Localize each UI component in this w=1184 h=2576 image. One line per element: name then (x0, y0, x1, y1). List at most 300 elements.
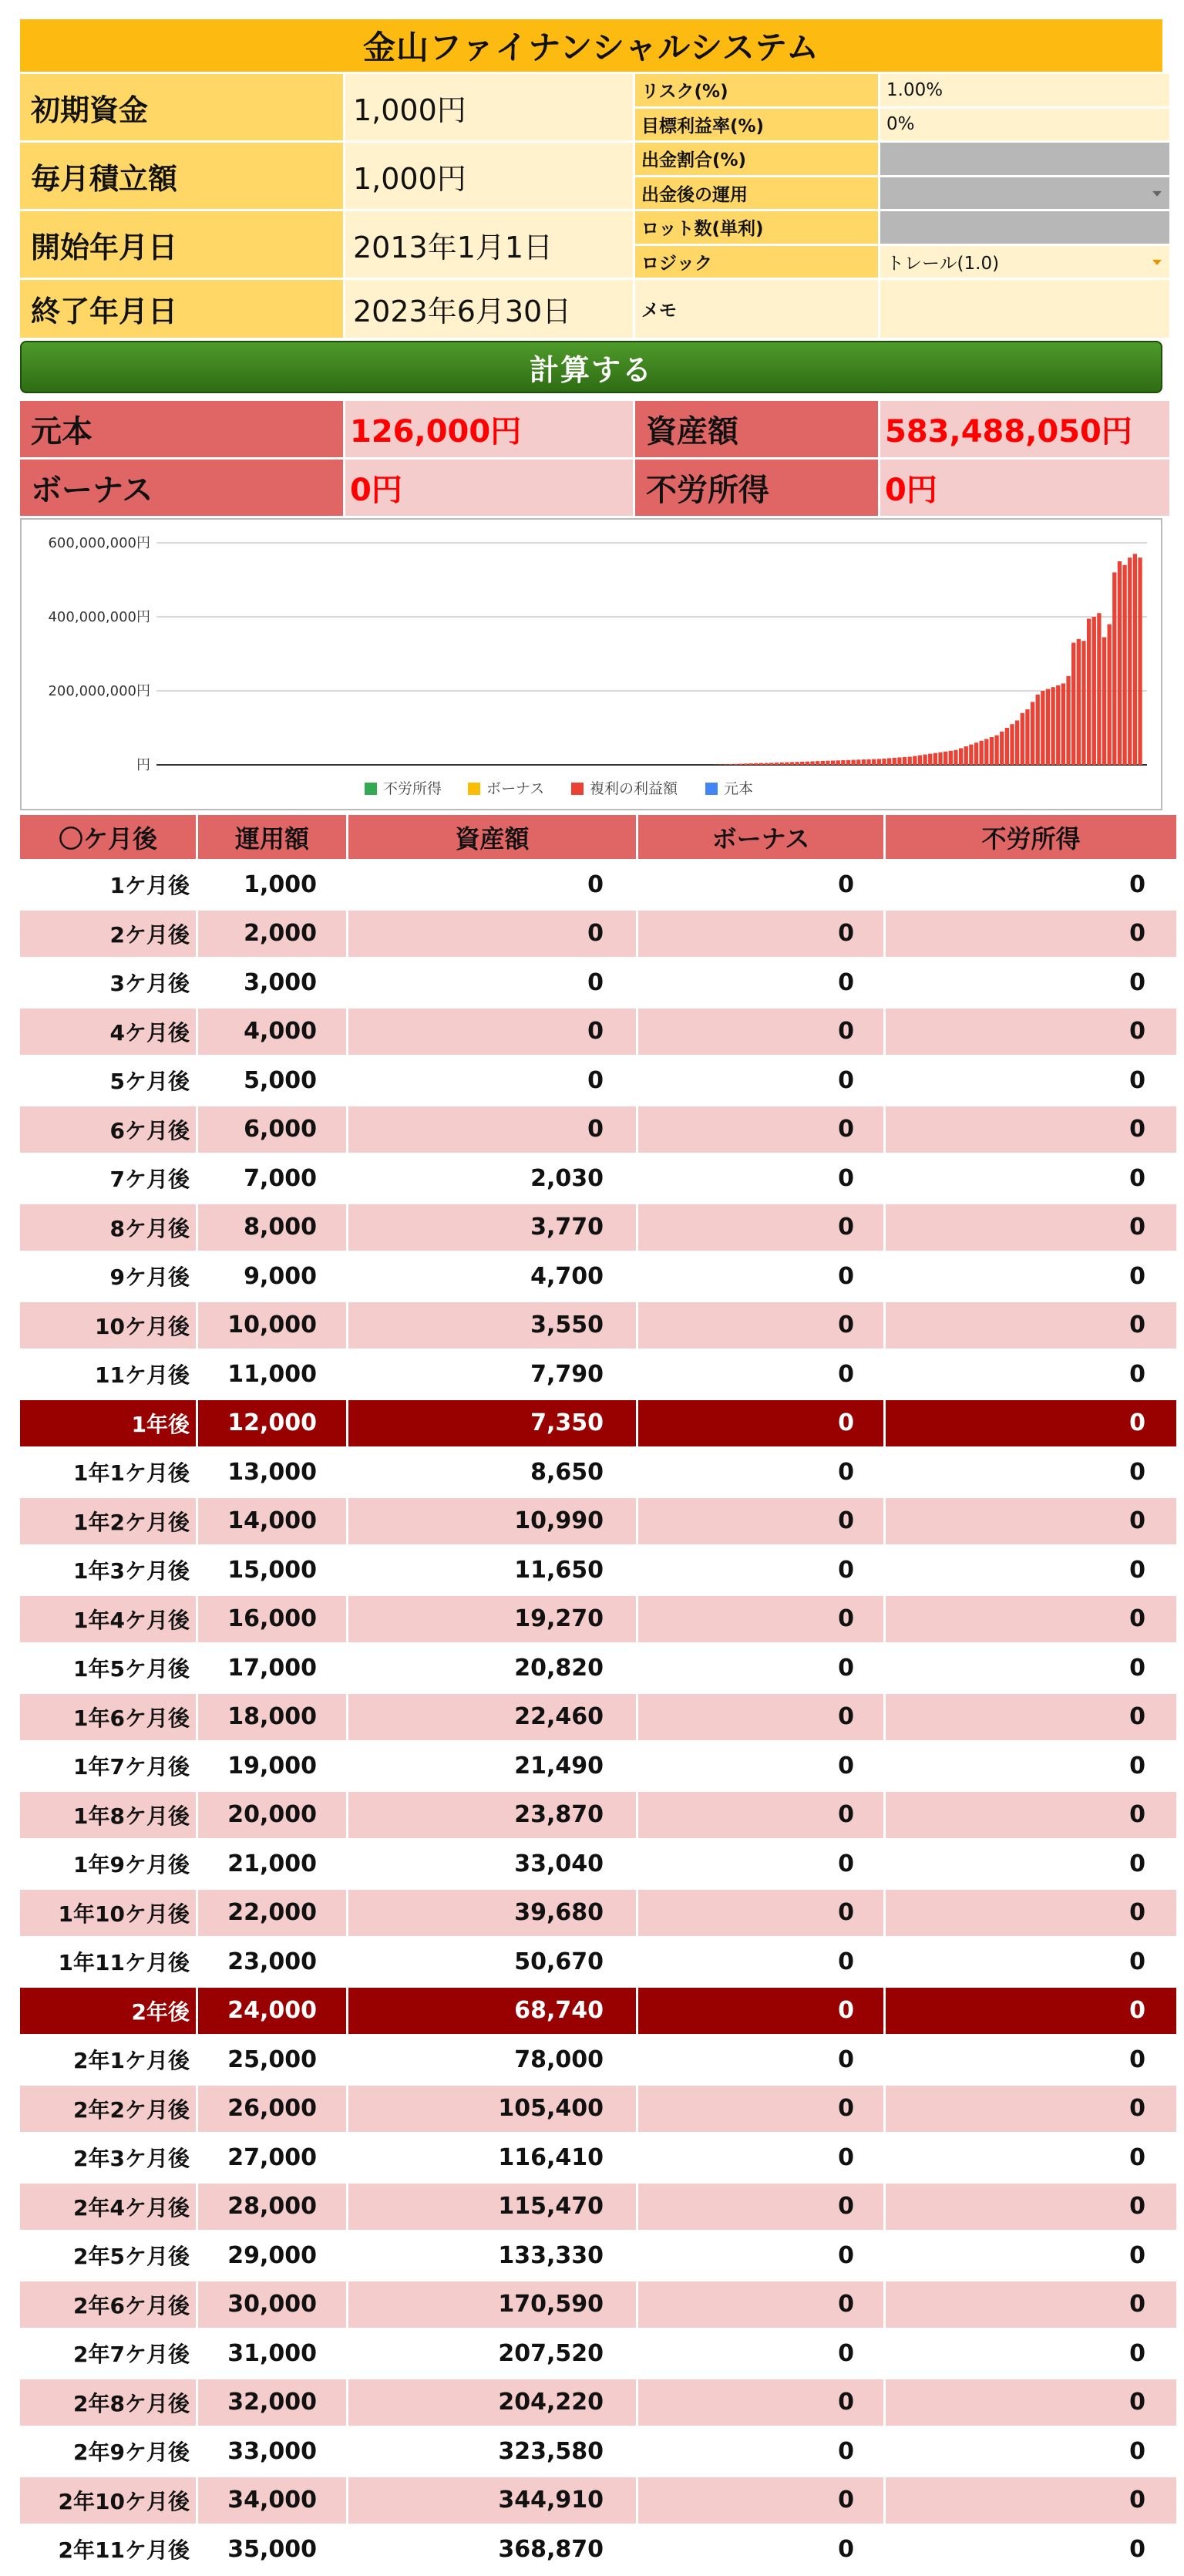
chart-bar (954, 750, 957, 765)
cell-assets: 22,460 (348, 1694, 636, 1743)
table-row (20, 2526, 1176, 2575)
cell-assets: 68,740 (348, 1988, 636, 2037)
y-tick-label: 円 (136, 757, 150, 773)
cell-passive: 0 (886, 2036, 1176, 2086)
app-title: 金山ファイナンシャルシステム (20, 19, 1162, 72)
legend-label: 元本 (724, 780, 754, 797)
cell-passive: 0 (886, 1400, 1176, 1450)
post-withdraw-select[interactable] (880, 177, 1169, 210)
y-tick-label: 400,000,000円 (48, 609, 150, 625)
withdraw-ratio-input[interactable] (880, 143, 1169, 175)
calculate-button[interactable]: 計算する (20, 341, 1162, 393)
legend-label: ボーナス (486, 780, 545, 797)
table-row (20, 2428, 1176, 2477)
cell-operation: 28,000 (198, 2184, 346, 2233)
logic-select-value: トレール(1.0) (886, 253, 1000, 274)
cell-passive: 0 (886, 2330, 1176, 2379)
cell-month: 2年7ケ月後 (20, 2330, 196, 2379)
cell-month: 1年2ケ月後 (20, 1498, 196, 1547)
chart-bar (1122, 565, 1126, 765)
cell-month: 1年10ケ月後 (20, 1890, 196, 1939)
cell-bonus: 0 (638, 1596, 883, 1645)
cell-passive: 0 (886, 911, 1176, 960)
table-row (20, 2330, 1176, 2379)
chart-bar (969, 745, 973, 765)
monthly-deposit-input[interactable]: 1,000円 (345, 143, 633, 209)
cell-passive: 0 (886, 1498, 1176, 1547)
col-header-month: 〇ケ月後 (20, 815, 196, 861)
table-row (20, 2086, 1176, 2135)
chart-bar (893, 758, 896, 765)
cell-bonus: 0 (638, 2428, 883, 2477)
cell-assets: 10,990 (348, 1498, 636, 1547)
cell-operation: 17,000 (198, 1645, 346, 1694)
chart-bar (928, 754, 932, 765)
cell-bonus: 0 (638, 2330, 883, 2379)
cell-bonus: 0 (638, 1449, 883, 1498)
chart-bar (723, 764, 727, 765)
chart-bar (990, 737, 994, 765)
chart-bar (841, 760, 845, 765)
chart-bar (790, 762, 794, 765)
chart-bar (738, 764, 742, 765)
chart-bar (903, 757, 906, 765)
table-row (20, 1890, 1176, 1939)
table-row (20, 2281, 1176, 2331)
chart-bar (974, 742, 978, 765)
cell-bonus: 0 (638, 2036, 883, 2086)
chart-bar (1005, 728, 1009, 765)
cell-operation: 4,000 (198, 1009, 346, 1058)
cell-bonus: 0 (638, 2477, 883, 2527)
y-tick-label: 600,000,000円 (48, 535, 150, 551)
cell-month: 2年6ケ月後 (20, 2281, 196, 2331)
cell-passive: 0 (886, 1792, 1176, 1841)
cell-operation: 27,000 (198, 2134, 346, 2184)
chart-bar (923, 755, 927, 765)
chart-bar (1036, 695, 1040, 765)
cell-bonus: 0 (638, 1840, 883, 1890)
cell-operation: 9,000 (198, 1253, 346, 1302)
cell-operation: 20,000 (198, 1792, 346, 1841)
cell-assets: 11,650 (348, 1547, 636, 1596)
cell-month: 9ケ月後 (20, 1253, 196, 1302)
cell-assets: 207,520 (348, 2330, 636, 2379)
cell-assets: 50,670 (348, 1938, 636, 1988)
table-row (20, 1498, 1176, 1547)
chart-bar (851, 760, 855, 765)
chart-bar (866, 759, 870, 765)
cell-assets: 39,680 (348, 1890, 636, 1939)
cell-passive: 0 (886, 1106, 1176, 1156)
end-date-input[interactable]: 2023年6月30日 (345, 280, 633, 338)
table-row (20, 1155, 1176, 1204)
chart-bar (1041, 691, 1044, 765)
chart-bar (785, 763, 789, 765)
chart-bar (744, 763, 748, 765)
cell-month: 1年11ケ月後 (20, 1938, 196, 1988)
chart-bar (769, 763, 773, 765)
legend-swatch (571, 783, 584, 795)
cell-bonus: 0 (638, 2379, 883, 2429)
cell-bonus: 0 (638, 1204, 883, 1254)
chart-bar (1087, 618, 1091, 765)
cell-passive: 0 (886, 1840, 1176, 1890)
withdraw-ratio-label: 出金割合(%) (635, 143, 878, 175)
chart-bar (964, 746, 968, 765)
cell-assets: 3,550 (348, 1302, 636, 1352)
chart-bar (1031, 702, 1034, 765)
cell-operation: 5,000 (198, 1057, 346, 1106)
table-row (20, 1596, 1176, 1645)
cell-month: 8ケ月後 (20, 1204, 196, 1254)
cell-bonus: 0 (638, 2086, 883, 2135)
cell-assets: 7,790 (348, 1351, 636, 1400)
start-date-label: 開始年月日 (20, 211, 343, 278)
cell-operation: 23,000 (198, 1938, 346, 1988)
cell-month: 7ケ月後 (20, 1155, 196, 1204)
asset-chart (20, 518, 1162, 810)
chart-bar (897, 757, 901, 765)
cell-passive: 0 (886, 1694, 1176, 1743)
cell-operation: 19,000 (198, 1743, 346, 1792)
chart-bar (918, 756, 922, 765)
cell-passive: 0 (886, 2184, 1176, 2233)
cell-month: 2年5ケ月後 (20, 2232, 196, 2281)
cell-assets: 7,350 (348, 1400, 636, 1450)
table-row (20, 1351, 1176, 1400)
monthly-deposit-label: 毎月積立額 (20, 143, 343, 209)
target-profit-input[interactable]: 0% (880, 109, 1169, 141)
cell-operation: 14,000 (198, 1498, 346, 1547)
table-row (20, 1057, 1176, 1106)
cell-month: 1年3ケ月後 (20, 1547, 196, 1596)
cell-passive: 0 (886, 1449, 1176, 1498)
cell-operation: 22,000 (198, 1890, 346, 1939)
cell-passive: 0 (886, 1743, 1176, 1792)
cell-assets: 0 (348, 911, 636, 960)
chart-bar (1056, 685, 1060, 765)
chart-bar (1010, 724, 1014, 765)
table-row (20, 1253, 1176, 1302)
cell-month: 2年後 (20, 1988, 196, 2037)
cell-passive: 0 (886, 1057, 1176, 1106)
cell-operation: 35,000 (198, 2526, 346, 2575)
chart-bar (949, 751, 953, 765)
lot-input[interactable] (880, 211, 1169, 244)
cell-month: 1年1ケ月後 (20, 1449, 196, 1498)
chart-bar (846, 760, 850, 765)
logic-label: ロジック (635, 246, 878, 278)
passive-income-label: 不労所得 (635, 460, 878, 516)
table-row-year (20, 1400, 1176, 1450)
cell-assets: 33,040 (348, 1840, 636, 1890)
cell-passive: 0 (886, 2086, 1176, 2135)
cell-assets: 368,870 (348, 2526, 636, 2575)
chart-bar (1061, 683, 1065, 765)
chart-bar (856, 759, 860, 765)
cell-operation: 34,000 (198, 2477, 346, 2527)
chart-bar (984, 739, 988, 765)
table-row (20, 2184, 1176, 2233)
table-row (20, 1840, 1176, 1890)
cell-month: 5ケ月後 (20, 1057, 196, 1106)
chart-bar (944, 752, 947, 765)
cell-bonus: 0 (638, 1890, 883, 1939)
chart-bar (1000, 732, 1004, 765)
table-row (20, 1547, 1176, 1596)
chart-bar (754, 763, 758, 765)
chart-bar (1021, 713, 1024, 765)
chart-bar (816, 761, 819, 765)
cell-bonus: 0 (638, 1498, 883, 1547)
cell-month: 2年2ケ月後 (20, 2086, 196, 2135)
cell-passive: 0 (886, 1645, 1176, 1694)
cell-passive: 0 (886, 2232, 1176, 2281)
chart-bar (1128, 557, 1132, 765)
cell-operation: 29,000 (198, 2232, 346, 2281)
cell-assets: 2,030 (348, 1155, 636, 1204)
principal-value: 126,000円 (345, 401, 633, 457)
cell-bonus: 0 (638, 1253, 883, 1302)
chart-bar (1081, 641, 1085, 765)
cell-operation: 16,000 (198, 1596, 346, 1645)
chart-bar (780, 763, 784, 765)
chart-bar (1046, 689, 1050, 765)
cell-month: 1ケ月後 (20, 861, 196, 911)
cell-operation: 24,000 (198, 1988, 346, 2037)
monthly-table (18, 815, 1179, 2575)
table-row (20, 911, 1176, 960)
cell-passive: 0 (886, 1596, 1176, 1645)
cell-bonus: 0 (638, 959, 883, 1009)
end-date-label: 終了年月日 (20, 280, 343, 338)
table-row (20, 1449, 1176, 1498)
cell-operation: 8,000 (198, 1204, 346, 1254)
chart-bar (980, 741, 984, 765)
assets-label: 資産額 (635, 401, 878, 457)
table-row (20, 2232, 1176, 2281)
chart-bar (1066, 676, 1070, 765)
legend-swatch (705, 783, 718, 795)
cell-month: 6ケ月後 (20, 1106, 196, 1156)
risk-label: リスク(%) (635, 74, 878, 106)
cell-passive: 0 (886, 959, 1176, 1009)
chart-bar (994, 736, 998, 765)
cell-operation: 1,000 (198, 861, 346, 911)
cell-bonus: 0 (638, 1302, 883, 1352)
col-header-bonus: ボーナス (638, 815, 883, 861)
chart-bar (1015, 720, 1019, 765)
table-row (20, 2477, 1176, 2527)
table-row (20, 2036, 1176, 2086)
cell-assets: 4,700 (348, 1253, 636, 1302)
table-row (20, 1106, 1176, 1156)
cell-passive: 0 (886, 1204, 1176, 1254)
chart-bar (728, 764, 732, 765)
cell-month: 2ケ月後 (20, 911, 196, 960)
table-row (20, 1204, 1176, 1254)
cell-assets: 170,590 (348, 2281, 636, 2331)
table-row (20, 2134, 1176, 2184)
cell-bonus: 0 (638, 2281, 883, 2331)
cell-month: 11ケ月後 (20, 1351, 196, 1400)
chart-bar (872, 759, 876, 765)
chart-bar (795, 762, 799, 765)
cell-passive: 0 (886, 2379, 1176, 2429)
cell-month: 1年5ケ月後 (20, 1645, 196, 1694)
chart-bar (1118, 561, 1122, 765)
cell-bonus: 0 (638, 2134, 883, 2184)
cell-assets: 204,220 (348, 2379, 636, 2429)
memo-input[interactable] (880, 280, 1169, 338)
cell-month: 3ケ月後 (20, 959, 196, 1009)
cell-bonus: 0 (638, 1792, 883, 1841)
cell-passive: 0 (886, 1009, 1176, 1058)
cell-month: 10ケ月後 (20, 1302, 196, 1352)
cell-operation: 26,000 (198, 2086, 346, 2135)
initial-capital-input[interactable]: 1,000円 (345, 74, 633, 140)
cell-passive: 0 (886, 2134, 1176, 2184)
risk-input[interactable]: 1.00% (880, 74, 1169, 106)
chevron-down-icon (1152, 191, 1162, 197)
app-root (20, 19, 1162, 2575)
cell-month: 2年1ケ月後 (20, 2036, 196, 2086)
table-row-year (20, 1988, 1176, 2037)
cell-passive: 0 (886, 1890, 1176, 1939)
cell-month: 4ケ月後 (20, 1009, 196, 1058)
cell-bonus: 0 (638, 1351, 883, 1400)
chart-bar (806, 762, 809, 765)
chart-bar (862, 759, 866, 765)
chart-bar (1025, 709, 1029, 765)
cell-bonus: 0 (638, 1938, 883, 1988)
chart-bar (1108, 625, 1112, 765)
input-panel (20, 74, 1162, 338)
post-withdraw-label: 出金後の運用 (635, 177, 878, 210)
bonus-value: 0円 (345, 460, 633, 516)
cell-operation: 31,000 (198, 2330, 346, 2379)
cell-month: 2年11ケ月後 (20, 2526, 196, 2575)
chart-bar (1051, 687, 1054, 765)
y-tick-label: 200,000,000円 (48, 683, 150, 699)
cell-assets: 78,000 (348, 2036, 636, 2086)
chart-bar (887, 758, 891, 765)
cell-assets: 323,580 (348, 2428, 636, 2477)
cell-passive: 0 (886, 1547, 1176, 1596)
legend-swatch (365, 783, 377, 795)
chevron-down-icon (1152, 260, 1162, 265)
cell-operation: 2,000 (198, 911, 346, 960)
memo-label: メモ (635, 280, 878, 338)
cell-month: 1年7ケ月後 (20, 1743, 196, 1792)
table-row (20, 1743, 1176, 1792)
chart-canvas (22, 520, 1161, 809)
table-header-row (20, 815, 1176, 861)
initial-capital-label: 初期資金 (20, 74, 343, 140)
col-header-passive: 不労所得 (886, 815, 1176, 861)
cell-passive: 0 (886, 1253, 1176, 1302)
cell-bonus: 0 (638, 1106, 883, 1156)
cell-assets: 0 (348, 861, 636, 911)
table-row (20, 1009, 1176, 1058)
chart-bar (1138, 557, 1142, 765)
table-row (20, 959, 1176, 1009)
bonus-label: ボーナス (20, 460, 343, 516)
cell-bonus: 0 (638, 1645, 883, 1694)
lot-label: ロット数(単利) (635, 211, 878, 244)
chart-bar (810, 761, 814, 765)
cell-operation: 12,000 (198, 1400, 346, 1450)
passive-income-value: 0円 (880, 460, 1169, 516)
chart-bar (908, 756, 912, 765)
cell-operation: 6,000 (198, 1106, 346, 1156)
cell-assets: 20,820 (348, 1645, 636, 1694)
cell-operation: 21,000 (198, 1840, 346, 1890)
cell-bonus: 0 (638, 861, 883, 911)
cell-bonus: 0 (638, 1694, 883, 1743)
cell-assets: 21,490 (348, 1743, 636, 1792)
table-row (20, 1792, 1176, 1841)
cell-passive: 0 (886, 1302, 1176, 1352)
logic-select[interactable] (880, 246, 1169, 278)
cell-month: 2年3ケ月後 (20, 2134, 196, 2184)
cell-bonus: 0 (638, 1057, 883, 1106)
cell-month: 1年8ケ月後 (20, 1792, 196, 1841)
chart-bar (1071, 643, 1075, 765)
col-header-operation: 運用額 (198, 815, 346, 861)
legend-swatch (468, 783, 480, 795)
legend-label: 複利の利益額 (590, 780, 678, 797)
cell-assets: 0 (348, 1057, 636, 1106)
chart-bar (1097, 613, 1101, 765)
cell-assets: 133,330 (348, 2232, 636, 2281)
chart-bar (836, 760, 840, 765)
cell-month: 2年9ケ月後 (20, 2428, 196, 2477)
cell-month: 1年後 (20, 1400, 196, 1450)
cell-assets: 3,770 (348, 1204, 636, 1254)
cell-bonus: 0 (638, 911, 883, 960)
cell-assets: 0 (348, 959, 636, 1009)
chart-bar (1133, 554, 1137, 765)
chart-bar (800, 762, 804, 765)
cell-operation: 25,000 (198, 2036, 346, 2086)
cell-passive: 0 (886, 2526, 1176, 2575)
cell-passive: 0 (886, 1988, 1176, 2037)
cell-month: 2年4ケ月後 (20, 2184, 196, 2233)
cell-month: 2年8ケ月後 (20, 2379, 196, 2429)
cell-operation: 7,000 (198, 1155, 346, 1204)
table-row (20, 1645, 1176, 1694)
cell-month: 2年10ケ月後 (20, 2477, 196, 2527)
cell-bonus: 0 (638, 1400, 883, 1450)
cell-passive: 0 (886, 2477, 1176, 2527)
cell-assets: 0 (348, 1009, 636, 1058)
cell-bonus: 0 (638, 1547, 883, 1596)
table-row (20, 861, 1176, 911)
cell-assets: 115,470 (348, 2184, 636, 2233)
cell-operation: 30,000 (198, 2281, 346, 2331)
table-row (20, 1302, 1176, 1352)
start-date-input[interactable]: 2013年1月1日 (345, 211, 633, 278)
cell-assets: 116,410 (348, 2134, 636, 2184)
cell-assets: 19,270 (348, 1596, 636, 1645)
chart-bar (959, 748, 963, 765)
chart-bar (1077, 639, 1081, 765)
chart-bar (826, 761, 829, 765)
cell-passive: 0 (886, 1351, 1176, 1400)
cell-passive: 0 (886, 1155, 1176, 1204)
